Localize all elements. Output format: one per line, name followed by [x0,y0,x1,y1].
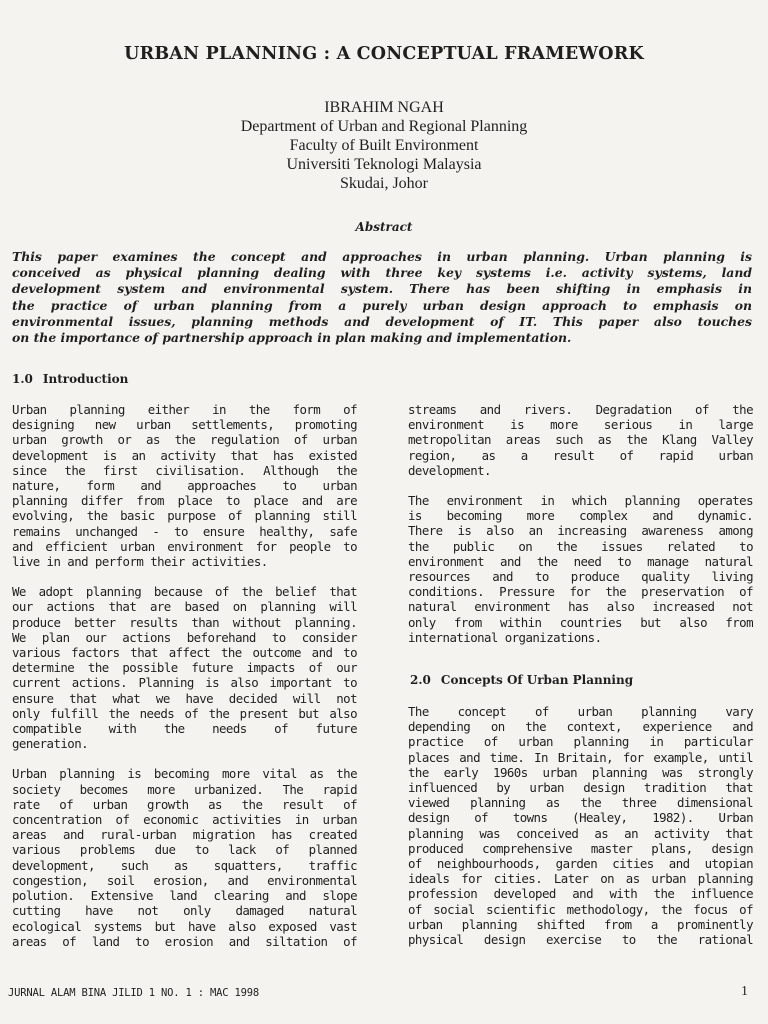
text-line: remains unchanged - to ensure healthy, safe [12,523,357,539]
text-line: natural environment has also increased not [408,599,753,615]
text-line: depending on the context, experience and [408,719,753,735]
text-line: region, as a result of rapid urban [408,447,753,463]
text-line: resources and to produce quality living [408,569,753,585]
text-line: produced comprehensive master plans, design [408,840,753,856]
text-line: planning was conceived as an activity that [408,825,753,841]
text-line: concentration of economic activities in urban [12,812,357,828]
text-line: streams and rivers. Degradation of the [408,402,753,417]
text-line: since the first civilisation. Although the [12,462,357,478]
text-line: international organizations. [408,629,602,645]
text-line: The concept of urban planning vary [408,704,753,719]
text-line: development. [408,462,491,478]
text-line: and efficient urban environment for people to [12,538,357,554]
author-university: Universiti Teknologi Malaysia [286,156,482,173]
text-line: areas of land to erosion and siltation of [12,933,357,949]
text-line: Urban planning is becoming more vital as the [12,766,357,782]
text-line: We plan our actions beforehand to consider [12,629,357,645]
text-line: produce better results than without planning. [12,614,357,630]
abstract-line: environmental issues, planning methods and development of IT. This paper also touches [12,313,752,329]
abstract-line: This paper examines the concept and approaches in urban planning. Urban planning is [12,249,752,264]
text-line: our actions that are based on planning will [12,599,357,615]
text-line: There is also an increasing awareness among [408,523,753,539]
author-name: IBRAHIM NGAH [324,99,444,116]
text-line: We adopt planning because of the belief that [12,584,357,600]
text-line: physical design exercise to the rational [408,932,753,948]
text-line: profession developed and with the influence [408,886,753,902]
text-line: ideals for cities. Later on as urban planning [408,871,753,887]
text-line: urban planning shifted from a prominently [408,916,753,932]
text-line: planning differ from place to place and are [12,493,357,509]
abstract-line: development system and environmental system. There has been shifting in emphasis in [12,281,752,297]
paragraph [12,402,357,569]
text-line: the early 1960s urban planning was strongly [408,764,753,780]
text-line: generation. [12,736,89,752]
text-line: determine the possible future impacts of our [12,660,357,676]
section-1-heading [12,372,128,386]
text-line: metropolitan areas such as the Klang Valley [408,432,753,448]
text-line: only fulfill the needs of the present but also [12,705,357,721]
text-line: compatible with the needs of future [12,721,357,737]
text-line: only from within countries but also from [408,614,753,630]
text-line: practice of urban planning in particular [408,734,753,750]
text-line: of social scientific methodology, the focus of [408,901,753,917]
text-line: Urban planning either in the form of [12,402,357,417]
paragraph [408,493,753,645]
text-line: The environment in which planning operates [408,493,753,509]
section-number: 1.0 [12,372,33,386]
text-line: environment and the need to manage natural [408,553,753,569]
text-line: places and time. In Britain, for example, until [408,749,753,765]
text-line: various problems due to lack of planned [12,842,357,858]
abstract-heading: Abstract [355,220,413,234]
paragraph [12,584,357,751]
section-2-heading [410,673,633,687]
section-title: Introduction [42,372,129,386]
journal-footer: JURNAL ALAM BINA JILID 1 NO. 1 : MAC 1998 [8,987,259,999]
abstract-body [12,249,752,346]
text-line: designing new urban settlements, promoting [12,417,357,433]
text-line: the public on the issues related to [408,538,753,554]
author-location: Skudai, Johor [340,175,428,192]
text-line: environment is more serious in large [408,417,753,433]
paper-title: URBAN PLANNING : A CONCEPTUAL FRAMEWORK [124,44,644,64]
author-block [0,98,768,193]
section-title: Concepts Of Urban Planning [440,673,634,687]
author-faculty: Faculty of Built Environment [289,137,479,154]
text-line: live in and perform their activities. [12,554,268,570]
paragraph [408,402,753,478]
text-line: evolving, the basic purpose of planning still [12,508,357,524]
abstract-line: conceived as physical planning dealing with three key systems i.e. activity systems, land [12,265,752,281]
text-line: urban growth or as the regulation of urban [12,432,357,448]
text-line: areas and rural-urban migration has created [12,827,357,843]
paragraph [12,766,357,948]
text-line: of neighbourhoods, garden cities and utopian [408,856,753,872]
section-2-body [408,704,753,947]
text-line: ensure that what we have decided will not [12,690,357,706]
text-line: nature, form and approaches to urban [12,478,357,494]
page-number: 1 [741,984,748,999]
author-department: Department of Urban and Regional Planning [240,118,528,135]
text-line: society becomes more urbanized. The rapid [12,781,357,797]
text-line: development, such as squatters, traffic [12,857,357,873]
text-line: conditions. Pressure for the preservation of [408,584,753,600]
text-line: various factors that affect the outcome and to [12,645,357,661]
right-column [408,402,753,645]
text-line: cutting have not only damaged natural [12,903,357,919]
left-column [12,402,357,949]
section-number: 2.0 [410,673,431,687]
text-line: congestion, soil erosion, and environmental [12,872,357,888]
text-line: development is an activity that has existed [12,447,357,463]
text-line: is becoming more complex and dynamic. [408,508,753,524]
text-line: current actions. Planning is also important to [12,675,357,691]
text-line: polution. Extensive land clearing and slope [12,888,357,904]
abstract-line: the practice of urban planning from a purely urban design approach to emphasis on [12,297,752,313]
text-line: design of towns (Healey, 1982). Urban [408,810,753,826]
abstract-line: on the importance of partnership approach in plan making and implementation. [12,330,572,346]
text-line: influenced by urban design tradition that [408,780,753,796]
text-line: ecological systems but have also exposed vast [12,918,357,934]
text-line: viewed planning as the three dimensional [408,795,753,811]
paragraph [408,704,753,947]
text-line: rate of urban growth as the result of [12,796,357,812]
